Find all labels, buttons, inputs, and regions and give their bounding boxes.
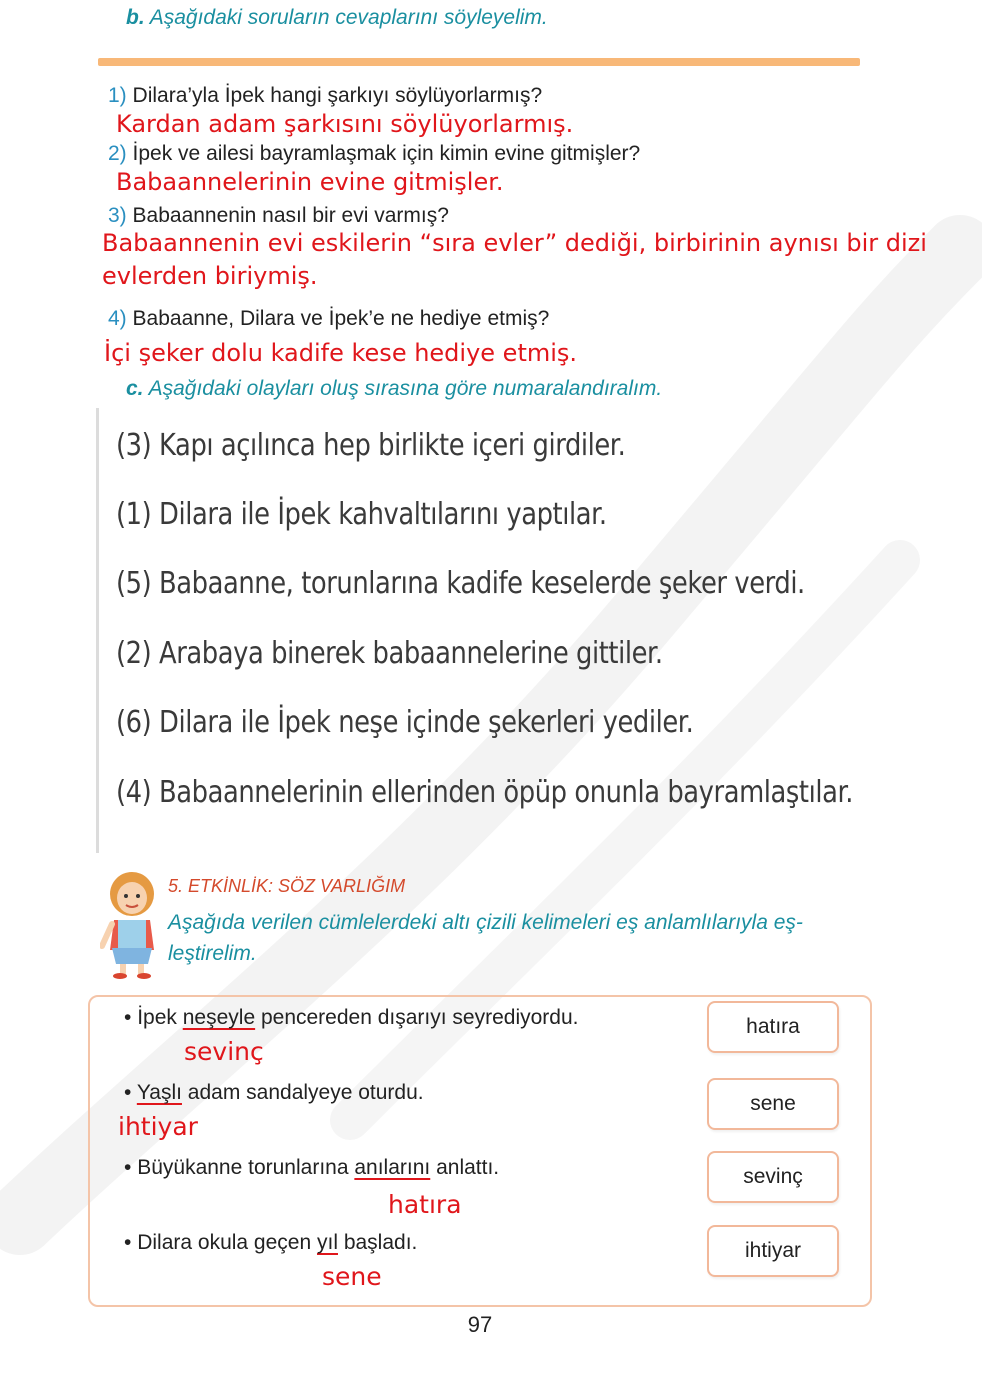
sentence-text: anlattı. [430, 1156, 500, 1179]
question-number: 3) [108, 204, 127, 227]
event-item: (2) Arabaya binerek babaannelerine gittiler. [116, 636, 663, 671]
section-b-text: Aşağıdaki soruların cevaplarını söyleyelim. [149, 6, 548, 29]
activity-desc-line1: Aşağıda verilen cümlelerdeki altı çizili kelimeleri eş anlamlılarıyla eş- [168, 911, 803, 934]
event-item: (4) Babaannelerinin ellerinden öpüp onunla bayramlaştılar. [116, 775, 854, 810]
question-number: 4) [108, 307, 127, 330]
question-text: Babaannenin nasıl bir evi varmış? [132, 204, 449, 227]
underlined-word: neşeyle [182, 1006, 256, 1029]
question-number: 1) [108, 84, 127, 107]
activity-description [168, 907, 868, 969]
word-option[interactable]: ihtiyar [707, 1225, 839, 1277]
event-item: (6) Dilara ile İpek neşe içinde şekerleri yediler. [116, 705, 694, 740]
answer-3-line1: Babaannenin evi eskilerin “sıra evler” dediği, birbirinin aynısı bir dizi [102, 229, 927, 257]
underlined-word: yıl [316, 1231, 338, 1254]
question-4 [108, 307, 549, 331]
sentence-text: adam sandalyeye oturdu. [181, 1081, 424, 1104]
answer-2: Babaannelerinin evine gitmişler. [116, 168, 504, 196]
question-text: İpek ve ailesi bayramlaşmak için kimin evine gitmişler? [132, 142, 641, 165]
underlined-word: Yaşlı [136, 1081, 182, 1104]
answer-4: İçi şeker dolu kadife kese hediye etmiş. [104, 339, 578, 367]
event-item: (3) Kapı açılınca hep birlikte içeri girdiler. [116, 428, 626, 463]
word-option[interactable]: hatıra [707, 1001, 839, 1053]
underlined-word: anılarını [354, 1156, 431, 1179]
sentence-3 [124, 1156, 499, 1180]
orange-divider [98, 58, 860, 66]
sentence-text: pencereden dışarıyı seyrediyordu. [255, 1006, 579, 1029]
section-b-letter: b. [126, 6, 145, 29]
section-b-heading [126, 6, 548, 30]
event-item: (1) Dilara ile İpek kahvaltılarını yaptılar. [116, 497, 607, 532]
sentence-4 [124, 1231, 417, 1255]
sentence-text: başladı. [337, 1231, 418, 1254]
section-c-letter: c. [126, 377, 144, 400]
event-item: (5) Babaanne, torunlarına kadife keselerde şeker verdi. [116, 566, 805, 601]
activity-desc-line2: leştirelim. [168, 942, 257, 965]
section-c-text: Aşağıdaki olayları oluş sırasına göre numaralandıralım. [148, 377, 663, 400]
sentence-text: İpek [137, 1006, 183, 1029]
word-option[interactable]: sevinç [707, 1151, 839, 1203]
sentence-2 [124, 1081, 424, 1105]
word-option[interactable]: sene [707, 1078, 839, 1130]
bullet: • [124, 1156, 132, 1179]
sentence-text: Büyükanne torunlarına [137, 1156, 355, 1179]
sentence-1 [124, 1006, 578, 1030]
girl-illustration-icon [100, 868, 166, 980]
question-3 [108, 204, 449, 228]
question-2 [108, 142, 640, 166]
bullet: • [124, 1081, 132, 1104]
answer-1: Kardan adam şarkısını söylüyorlarmış. [116, 110, 574, 138]
synonym-answer-4: sene [322, 1262, 382, 1291]
sentence-text: Dilara okula geçen [137, 1231, 317, 1254]
question-number: 2) [108, 142, 127, 165]
page-number: 97 [467, 1312, 493, 1337]
synonym-answer-1: sevinç [184, 1037, 264, 1066]
bullet: • [124, 1231, 132, 1254]
answer-3-line2: evlerden biriymiş. [102, 262, 318, 290]
question-text: Babaanne, Dilara ve İpek’e ne hediye etmiş? [132, 307, 550, 330]
question-text: Dilara’yla İpek hangi şarkıyı söylüyorlarmış? [132, 84, 543, 107]
section-c-heading [126, 377, 662, 401]
activity-title: 5. ETKİNLİK: SÖZ VARLIĞIM [168, 876, 406, 896]
synonym-answer-2: ihtiyar [118, 1112, 198, 1141]
bullet: • [124, 1006, 132, 1029]
synonym-answer-3: hatıra [388, 1190, 462, 1219]
question-1 [108, 84, 542, 108]
